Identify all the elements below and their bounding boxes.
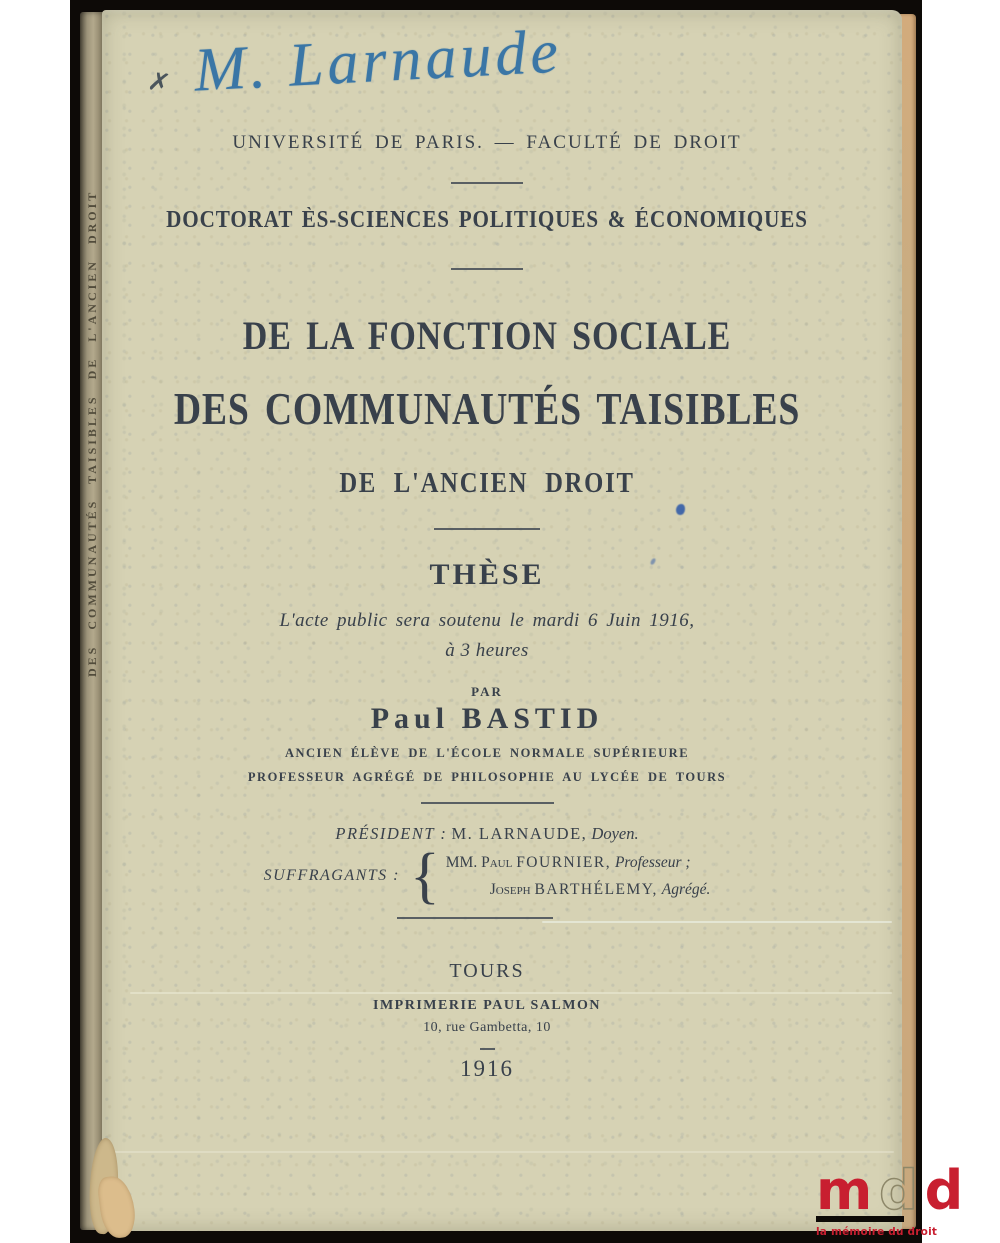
imprint-printer: IMPRIMERIE PAUL SALMON xyxy=(373,998,601,1013)
divider-rule xyxy=(434,528,540,530)
jury-president-role: Doyen. xyxy=(591,824,639,843)
jury-president-label: PRÉSIDENT : xyxy=(335,824,448,843)
member-surname: BARTHÉLEMY, xyxy=(534,881,658,898)
by-label: PAR xyxy=(471,684,503,699)
thesis-label: THÈSE xyxy=(429,558,545,591)
jury-member-row xyxy=(490,876,711,903)
book-cover xyxy=(102,10,902,1231)
divider-rule xyxy=(397,917,553,919)
cover-content xyxy=(102,10,872,1231)
handwritten-owner-name: M. Larnaude xyxy=(192,17,564,105)
title-line-1: DE LA FONCTION SOCIALE xyxy=(242,313,732,358)
member-firstname: Joseph xyxy=(489,881,531,898)
divider-rule xyxy=(421,802,554,804)
crease-line xyxy=(542,921,892,923)
member-prefix: MM. xyxy=(445,854,478,871)
jury-suffragants-block xyxy=(102,842,872,910)
defense-time-line: à 3 heures xyxy=(445,640,529,661)
doctorate-line: DOCTORAT ÈS-SCIENCES POLITIQUES & ÉCONOMIQUES xyxy=(166,207,808,233)
handwritten-x-mark: ✗ xyxy=(145,66,173,99)
member-role: Agrégé. xyxy=(661,881,711,898)
mdd-tagline: la mémoire du droit xyxy=(816,1226,938,1238)
jury-brace: { xyxy=(409,842,440,910)
divider-rule xyxy=(451,268,523,270)
member-surname: FOURNIER, xyxy=(516,854,612,871)
title-line-3: DE L'ANCIEN DROIT xyxy=(339,468,635,499)
mdd-letter-m: m xyxy=(816,1159,867,1222)
jury-president-line xyxy=(102,824,872,844)
jury-suffragants-label: SUFFRAGANTS : xyxy=(263,867,400,884)
defense-date-line: L'acte public sera soutenu le mardi 6 Juin 1916, xyxy=(279,610,695,631)
divider-rule xyxy=(480,1048,495,1050)
imprint-address: 10, rue Gambetta, 10 xyxy=(423,1020,551,1035)
crease-line xyxy=(130,992,892,994)
mdd-logo-letters xyxy=(816,1159,958,1222)
member-firstname: Paul xyxy=(481,854,513,871)
author-name: Paul BASTID xyxy=(370,702,604,735)
title-line-2: DES COMMUNAUTÉS TAISIBLES xyxy=(173,383,801,434)
spine-title: DES COMMUNAUTÉS TAISIBLES DE L'ANCIEN DROIT xyxy=(85,189,99,677)
university-line: UNIVERSITÉ DE PARIS. — FACULTÉ DE DROIT xyxy=(232,132,742,153)
imprint-year: 1916 xyxy=(460,1056,514,1081)
jury-members xyxy=(446,849,711,903)
mdd-letter-d-outline: d xyxy=(879,1159,912,1222)
crease-line xyxy=(104,1151,894,1153)
ink-blot xyxy=(676,504,685,515)
divider-rule xyxy=(451,182,523,184)
mdd-letter-d: d xyxy=(924,1159,958,1222)
author-credential-2: PROFESSEUR AGRÉGÉ DE PHILOSOPHIE AU LYCÉE DE TOURS xyxy=(247,770,727,784)
member-role: Professeur ; xyxy=(614,854,691,871)
jury-president-name: M. LARNAUDE, xyxy=(451,824,588,843)
imprint-city: TOURS xyxy=(449,960,525,982)
book-spine xyxy=(80,12,104,1230)
jury-member-row xyxy=(446,849,711,876)
author-credential-1: ANCIEN ÉLÈVE DE L'ÉCOLE NORMALE SUPÉRIEURE xyxy=(284,746,690,760)
mdd-logo xyxy=(816,1159,958,1238)
